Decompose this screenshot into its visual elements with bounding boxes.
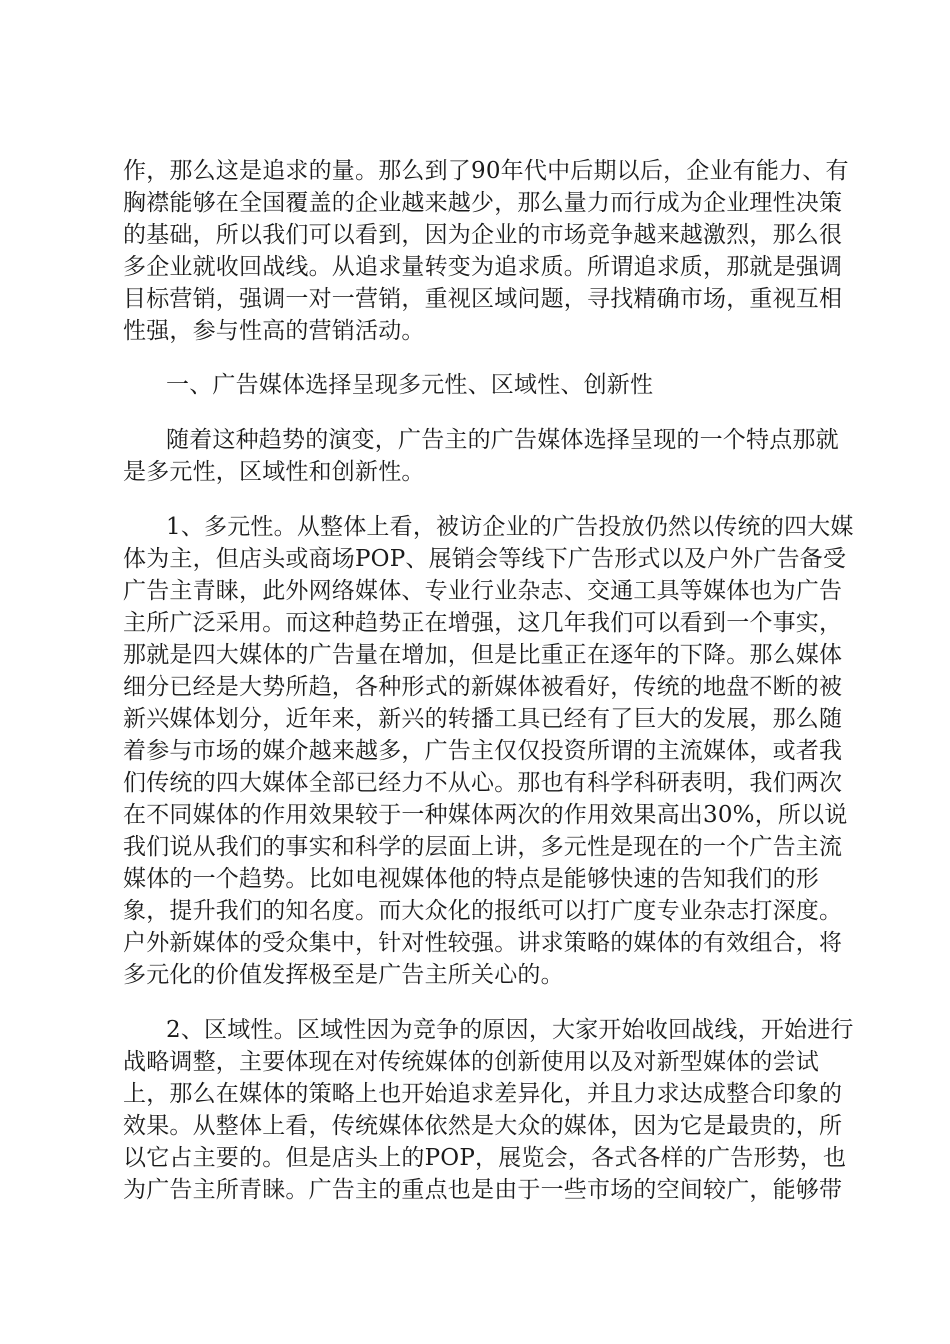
paragraph-line: 细分已经是大势所趋，各种形式的新媒体被看好，传统的地盘不断的被 [123,674,843,700]
paragraph-line: 多元化的价值发挥极至是广告主所关心的。 [123,962,564,988]
paragraph-line: 作，那么这是追求的量。那么到了90年代中后期以后，企业有能力、有 [123,158,849,184]
paragraph-line: 我们说从我们的事实和科学的层面上讲，多元性是现在的一个广告主流 [123,834,843,860]
paragraph-line: 上，那么在媒体的策略上也开始追求差异化，并且力求达成整合印象的 [123,1081,843,1107]
paragraph-line: 性强，参与性高的营销活动。 [123,318,425,344]
paragraph-line: 多企业就收回战线。从追求量转变为追求质。所谓追求质，那就是强调 [123,254,843,280]
paragraph-line: 是多元性，区域性和创新性。 [123,459,425,485]
paragraph-line: 户外新媒体的受众集中，针对性较强。讲求策略的媒体的有效组合，将 [123,930,843,956]
paragraph-line: 媒体的一个趋势。比如电视媒体他的特点是能够快速的告知我们的形 [123,866,819,892]
paragraph-line: 效果。从整体上看，传统媒体依然是大众的媒体，因为它是最贵的，所 [123,1113,843,1139]
paragraph-line: 目标营销，强调一对一营销，重视区域问题，寻找精确市场，重视互相 [123,286,843,312]
paragraph-line: 那就是四大媒体的广告量在增加，但是比重正在逐年的下降。那么媒体 [123,642,843,668]
paragraph-line: 主所广泛采用。而这种趋势正在增强，这几年我们可以看到一个事实， [123,610,843,636]
paragraph-line: 以它占主要的。但是店头上的POP，展览会，各式各样的广告形势，也 [123,1145,847,1171]
paragraph-line: 胸襟能够在全国覆盖的企业越来越少，那么量力而行成为企业理性决策 [123,190,843,216]
paragraph-line: 的基础，所以我们可以看到，因为企业的市场竞争越来越激烈，那么很 [123,222,843,248]
paragraph-line: 体为主，但店头或商场POP、展销会等线下广告形式以及户外广告备受 [123,546,847,572]
paragraph-line: 战略调整，主要体现在对传统媒体的创新使用以及对新型媒体的尝试 [123,1049,819,1075]
paragraph-line: 象，提升我们的知名度。而大众化的报纸可以打广度专业杂志打深度。 [123,898,843,924]
paragraph-line: 新兴媒体划分，近年来，新兴的转播工具已经有了巨大的发展，那么随 [123,706,843,732]
paragraph-line: 们传统的四大媒体全部已经力不从心。那也有科学科研表明，我们两次 [123,770,843,796]
paragraph-line: 随着这种趋势的演变，广告主的广告媒体选择呈现的一个特点那就 [166,427,839,453]
paragraph-line: 在不同媒体的作用效果较于一种媒体两次的作用效果高出30%，所以说 [123,802,848,828]
paragraph-line: 2、区域性。区域性因为竞争的原因，大家开始收回战线，开始进行 [166,1017,854,1043]
paragraph-line: 为广告主所青睐。广告主的重点也是由于一些市场的空间较广，能够带 [123,1177,843,1203]
paragraph-line: 着参与市场的媒介越来越多，广告主仅仅投资所谓的主流媒体，或者我 [123,738,843,764]
section-heading: 一、广告媒体选择呈现多元性、区域性、创新性 [166,372,654,398]
paragraph-line: 1、多元性。从整体上看，被访企业的广告投放仍然以传统的四大媒 [166,514,854,540]
paragraph-line: 广告主青睐，此外网络媒体、专业行业杂志、交通工具等媒体也为广告 [123,578,843,604]
